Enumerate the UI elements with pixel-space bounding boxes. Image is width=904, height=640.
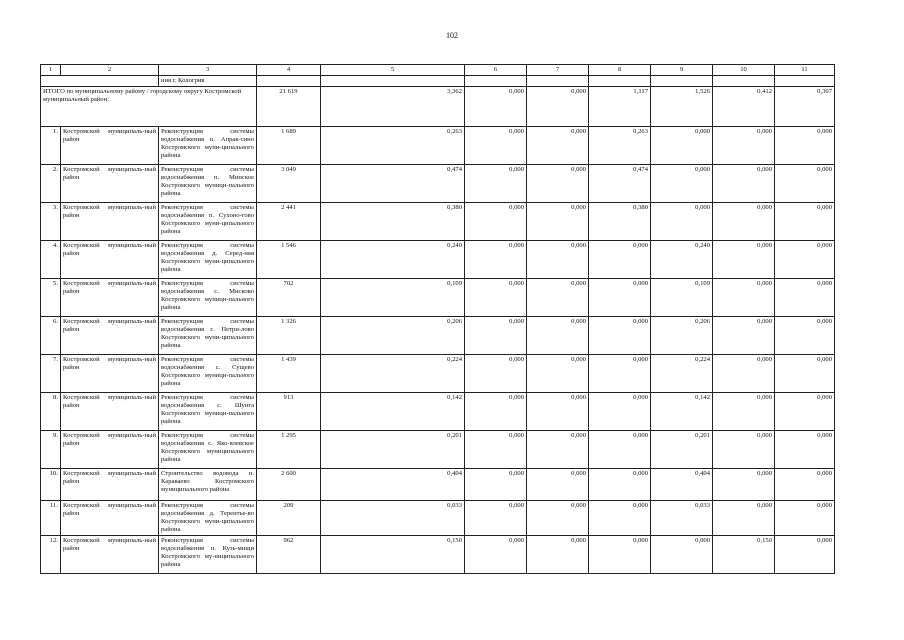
column-number-5: 5 (321, 65, 465, 76)
value-cell: 1 295 (257, 431, 321, 469)
table-row (41, 279, 835, 317)
value-cell: 0,380 (589, 203, 651, 241)
value-cell: 0,404 (651, 469, 713, 501)
value-cell: 0,000 (775, 317, 835, 355)
value-cell: 0,206 (651, 317, 713, 355)
value-cell: 0,000 (651, 127, 713, 165)
district-cell: Костромской муниципаль-ный район (61, 203, 159, 241)
value-cell: 0,206 (321, 317, 465, 355)
value-cell: 0,000 (527, 501, 589, 536)
value-cell: 0,263 (321, 127, 465, 165)
total-value: 3,362 (321, 87, 465, 127)
table-row (41, 501, 835, 536)
column-number-7: 7 (527, 65, 589, 76)
value-cell: 0,000 (651, 203, 713, 241)
project-cell: Реконструкция системы водоснабжения д. Серед-няя Костромского муни-ципального района (159, 241, 257, 279)
table-row (41, 536, 835, 574)
district-cell: Костромской муниципаль-ный район (61, 393, 159, 431)
row-number: 2. (41, 165, 61, 203)
value-cell: 0,000 (465, 501, 527, 536)
carry-over-row (41, 76, 835, 87)
value-cell: 0,000 (527, 355, 589, 393)
project-cell: Реконструкция системы водоснабжения с. Мисково Костромского муници-пального района (159, 279, 257, 317)
total-value: 21 619 (257, 87, 321, 127)
value-cell: 962 (257, 536, 321, 574)
value-cell: 0,000 (465, 469, 527, 501)
table-body (41, 65, 835, 574)
project-cell: Реконструкция системы водоснабжения с. Яко-влевское Костромского муниципального района (159, 431, 257, 469)
district-cell: Костромской муниципаль-ный район (61, 501, 159, 536)
value-cell: 0,000 (589, 241, 651, 279)
project-cell: Реконструкция системы водоснабжения с. Сущево Костромского муници-пального района (159, 355, 257, 393)
value-cell: 0,000 (527, 127, 589, 165)
value-cell: 0,000 (527, 241, 589, 279)
value-cell: 0,000 (775, 501, 835, 536)
district-cell: Костромской муниципаль-ный район (61, 536, 159, 574)
district-cell: Костромской муниципаль-ный район (61, 355, 159, 393)
value-cell: 0,000 (589, 317, 651, 355)
value-cell: 0,240 (651, 241, 713, 279)
row-number: 9. (41, 431, 61, 469)
value-cell: 0,033 (321, 501, 465, 536)
row-number: 4. (41, 241, 61, 279)
value-cell: 913 (257, 393, 321, 431)
carry-over-spacer (41, 76, 159, 87)
value-cell: 0,000 (713, 165, 775, 203)
value-cell: 0,000 (465, 279, 527, 317)
table-row (41, 165, 835, 203)
value-cell: 0,000 (527, 165, 589, 203)
value-cell: 0,240 (321, 241, 465, 279)
project-cell: Реконструкция системы водоснабжения п. Сухоно-гово Костромского муни-ципального района (159, 203, 257, 241)
empty-cell (589, 76, 651, 87)
value-cell: 0,000 (651, 536, 713, 574)
table-row (41, 241, 835, 279)
column-number-1: 1 (41, 65, 61, 76)
value-cell: 0,000 (465, 536, 527, 574)
value-cell: 0,201 (321, 431, 465, 469)
table-row (41, 203, 835, 241)
empty-cell (775, 76, 835, 87)
value-cell: 0,000 (713, 431, 775, 469)
value-cell: 0,000 (775, 431, 835, 469)
value-cell: 0,000 (527, 393, 589, 431)
value-cell: 0,000 (465, 241, 527, 279)
value-cell: 0,474 (589, 165, 651, 203)
district-cell: Костромской муниципаль-ный район (61, 431, 159, 469)
project-cell: Реконструкция системы водоснабжения с. Петри-лово Костромского муни-ципального района (159, 317, 257, 355)
value-cell: 0,000 (465, 431, 527, 469)
total-value: 0,000 (465, 87, 527, 127)
value-cell: 0,000 (775, 393, 835, 431)
total-value: 0,307 (775, 87, 835, 127)
value-cell: 0,201 (651, 431, 713, 469)
value-cell: 0,000 (589, 431, 651, 469)
district-cell: Костромской муниципаль-ный район (61, 469, 159, 501)
column-number-11: 11 (775, 65, 835, 76)
value-cell: 0,000 (589, 501, 651, 536)
value-cell: 0,142 (321, 393, 465, 431)
value-cell: 0,000 (465, 203, 527, 241)
value-cell: 0,404 (321, 469, 465, 501)
value-cell: 0,000 (775, 469, 835, 501)
column-number-row (41, 65, 835, 76)
value-cell: 0,000 (589, 536, 651, 574)
total-value: 1,526 (651, 87, 713, 127)
value-cell: 702 (257, 279, 321, 317)
data-table (40, 64, 835, 574)
empty-cell (713, 76, 775, 87)
value-cell: 0,000 (589, 279, 651, 317)
empty-cell (321, 76, 465, 87)
value-cell: 0,000 (713, 317, 775, 355)
value-cell: 0,000 (713, 393, 775, 431)
value-cell: 1 439 (257, 355, 321, 393)
value-cell: 0,000 (713, 355, 775, 393)
table-row (41, 431, 835, 469)
value-cell: 0,263 (589, 127, 651, 165)
value-cell: 0,000 (775, 279, 835, 317)
project-cell: Реконструкция системы водоснабжения п. Минское Костромского муници-пального района (159, 165, 257, 203)
value-cell: 0,000 (775, 536, 835, 574)
value-cell: 0,000 (713, 127, 775, 165)
column-number-2: 2 (61, 65, 159, 76)
table-row (41, 355, 835, 393)
value-cell: 0,000 (527, 536, 589, 574)
value-cell: 0,000 (589, 355, 651, 393)
column-number-4: 4 (257, 65, 321, 76)
value-cell: 0,033 (651, 501, 713, 536)
value-cell: 0,000 (465, 317, 527, 355)
value-cell: 2 600 (257, 469, 321, 501)
value-cell: 0,224 (321, 355, 465, 393)
value-cell: 0,224 (651, 355, 713, 393)
column-number-8: 8 (589, 65, 651, 76)
value-cell: 0,380 (321, 203, 465, 241)
table-row (41, 393, 835, 431)
value-cell: 0,000 (713, 501, 775, 536)
value-cell: 0,000 (651, 165, 713, 203)
row-number: 11. (41, 501, 61, 536)
value-cell: 0,000 (527, 279, 589, 317)
value-cell: 0,000 (465, 127, 527, 165)
value-cell: 0,000 (527, 203, 589, 241)
column-number-10: 10 (713, 65, 775, 76)
total-value: 0,000 (527, 87, 589, 127)
value-cell: 1 326 (257, 317, 321, 355)
table-row (41, 317, 835, 355)
empty-cell (651, 76, 713, 87)
row-number: 1. (41, 127, 61, 165)
value-cell: 0,000 (713, 279, 775, 317)
value-cell: 0,109 (321, 279, 465, 317)
value-cell: 0,000 (775, 355, 835, 393)
value-cell: 0,150 (713, 536, 775, 574)
value-cell: 0,000 (775, 203, 835, 241)
value-cell: 2 441 (257, 203, 321, 241)
value-cell: 0,474 (321, 165, 465, 203)
row-number: 6. (41, 317, 61, 355)
row-number: 8. (41, 393, 61, 431)
column-number-6: 6 (465, 65, 527, 76)
value-cell: 209 (257, 501, 321, 536)
total-label: ИТОГО по муниципальному району / городскому округу Костромской муниципальный район: (41, 87, 257, 127)
page-number: 102 (446, 31, 458, 40)
district-cell: Костромской муниципаль-ный район (61, 317, 159, 355)
value-cell: 0,000 (713, 203, 775, 241)
value-cell: 0,000 (527, 317, 589, 355)
total-value: 0,412 (713, 87, 775, 127)
value-cell: 1 689 (257, 127, 321, 165)
project-cell: Реконструкция системы водоснабжения д. Терентье-во Костромского муни-ципального района (159, 501, 257, 536)
value-cell: 0,000 (589, 393, 651, 431)
value-cell: 0,142 (651, 393, 713, 431)
value-cell: 0,000 (465, 355, 527, 393)
total-row (41, 87, 835, 127)
row-number: 5. (41, 279, 61, 317)
value-cell: 0,000 (775, 241, 835, 279)
value-cell: 0,000 (527, 431, 589, 469)
row-number: 12. (41, 536, 61, 574)
district-cell: Костромской муниципаль-ный район (61, 279, 159, 317)
value-cell: 0,000 (589, 469, 651, 501)
value-cell: 0,000 (713, 241, 775, 279)
district-cell: Костромской муниципаль-ный район (61, 165, 159, 203)
project-cell: Реконструкция системы водоснабжения с. Шунга Костромского муници-пального района (159, 393, 257, 431)
value-cell: 0,000 (465, 393, 527, 431)
value-cell: 0,150 (321, 536, 465, 574)
value-cell: 0,000 (775, 127, 835, 165)
project-cell: Реконструкция системы водоснабжения п. Кузь-мищи Костромского му-ниципального района (159, 536, 257, 574)
value-cell: 0,000 (465, 165, 527, 203)
carry-over-text: ния г. Кологрив (159, 76, 257, 87)
value-cell: 0,000 (713, 469, 775, 501)
empty-cell (257, 76, 321, 87)
row-number: 3. (41, 203, 61, 241)
column-number-9: 9 (651, 65, 713, 76)
table-row (41, 469, 835, 501)
column-number-3: 3 (159, 65, 257, 76)
project-cell: Реконструкция системы водоснабжения п. Апрак-сино Костромского муни-ципального района (159, 127, 257, 165)
district-cell: Костромской муниципаль-ный район (61, 241, 159, 279)
value-cell: 1 546 (257, 241, 321, 279)
empty-cell (465, 76, 527, 87)
value-cell: 0,000 (527, 469, 589, 501)
table-row (41, 127, 835, 165)
row-number: 7. (41, 355, 61, 393)
total-value: 1,117 (589, 87, 651, 127)
row-number: 10. (41, 469, 61, 501)
value-cell: 3 049 (257, 165, 321, 203)
empty-cell (527, 76, 589, 87)
district-cell: Костромской муниципаль-ный район (61, 127, 159, 165)
value-cell: 0,109 (651, 279, 713, 317)
value-cell: 0,000 (775, 165, 835, 203)
project-cell: Строительство водовода п. Караваево Костромского муниципального района (159, 469, 257, 501)
